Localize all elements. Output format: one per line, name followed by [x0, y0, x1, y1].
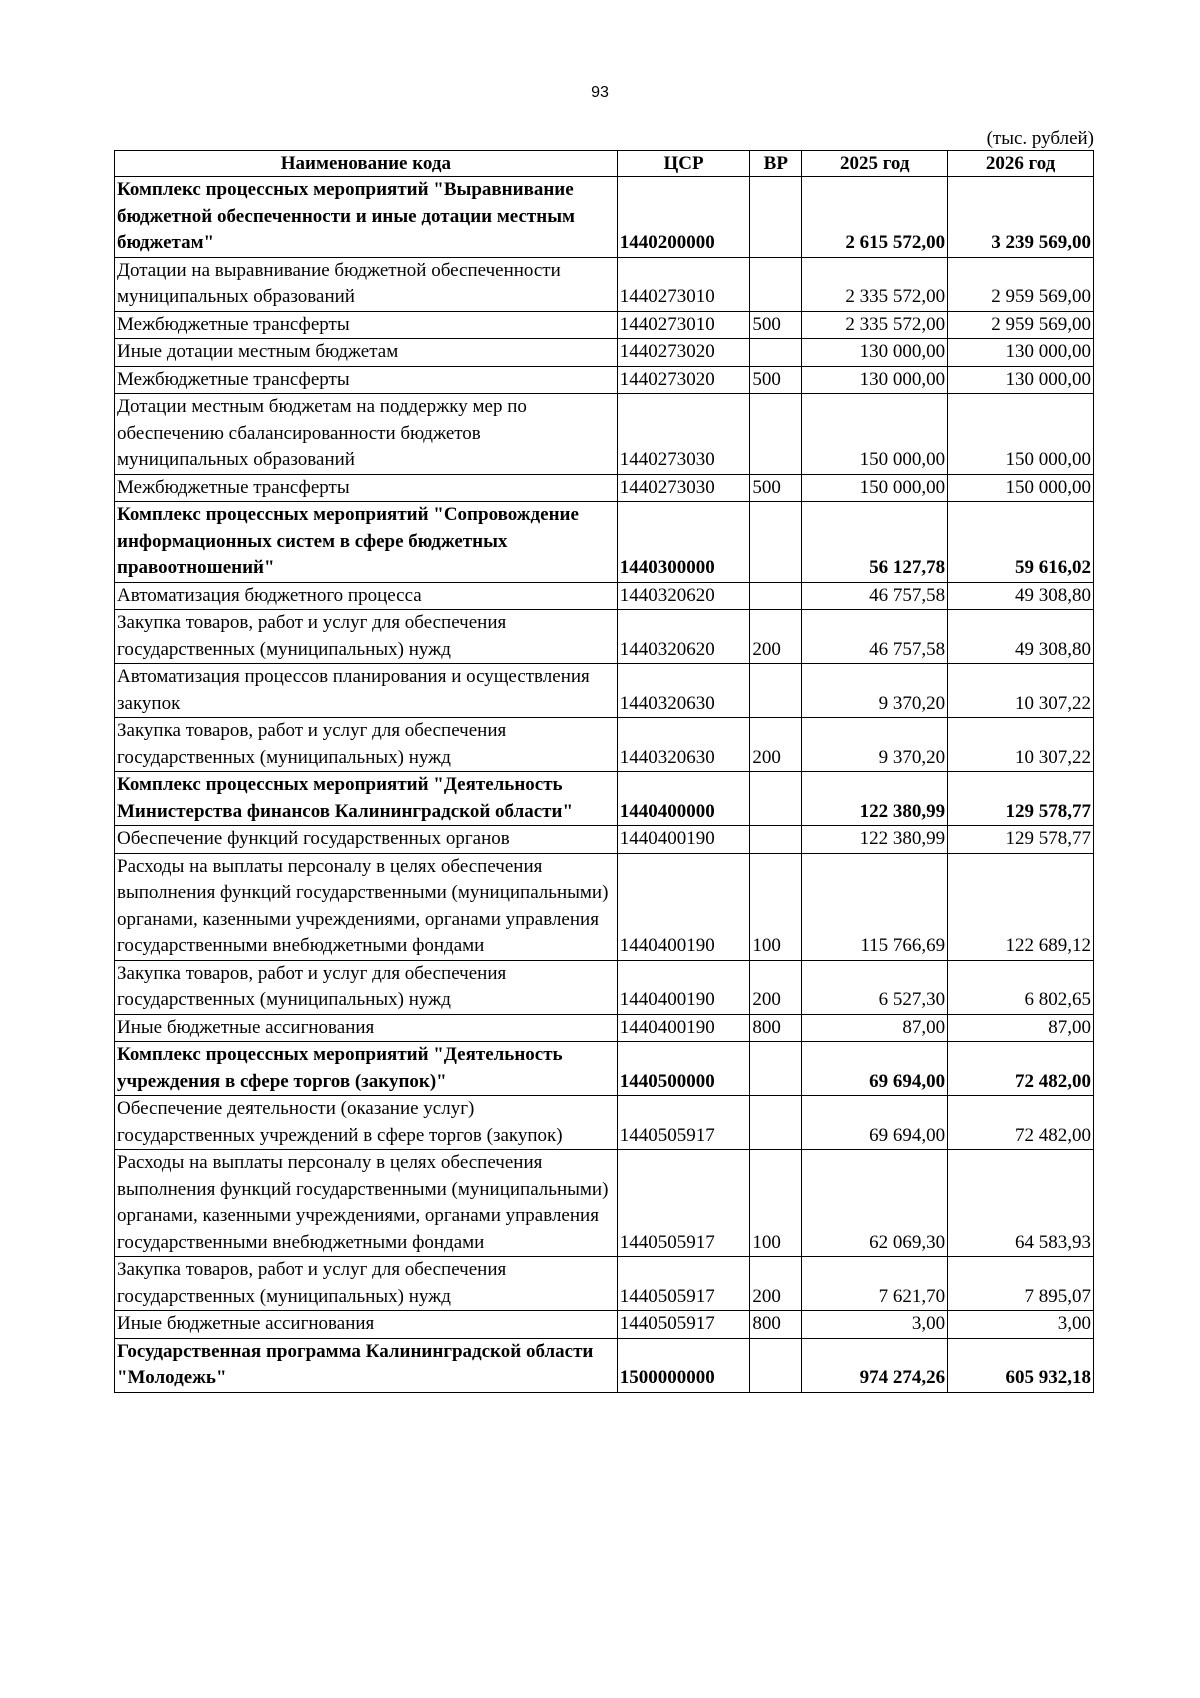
cell-2025: 2 615 572,00	[802, 177, 948, 258]
cell-2025: 974 274,26	[802, 1338, 948, 1392]
cell-2026: 10 307,22	[948, 718, 1094, 772]
header-csr: ЦСР	[617, 151, 750, 177]
table-row	[115, 664, 1094, 718]
table-row	[115, 1311, 1094, 1339]
cell-name: Закупка товаров, работ и услуг для обеспечения государственных (муниципальных) нужд	[115, 718, 618, 772]
table-row	[115, 1257, 1094, 1311]
cell-vr	[750, 664, 802, 718]
table-row	[115, 257, 1094, 311]
cell-vr: 200	[750, 1257, 802, 1311]
cell-csr: 1440320620	[617, 582, 750, 610]
cell-csr: 1440505917	[617, 1150, 750, 1257]
cell-2026: 64 583,93	[948, 1150, 1094, 1257]
cell-vr	[750, 1338, 802, 1392]
cell-2025: 69 694,00	[802, 1096, 948, 1150]
cell-csr: 1440273030	[617, 394, 750, 475]
cell-2025: 6 527,30	[802, 960, 948, 1014]
table-body	[115, 177, 1094, 1393]
cell-name: Межбюджетные трансферты	[115, 366, 618, 394]
cell-vr	[750, 257, 802, 311]
table-row	[115, 582, 1094, 610]
cell-csr: 1440500000	[617, 1042, 750, 1096]
cell-2025: 56 127,78	[802, 502, 948, 583]
cell-2026: 129 578,77	[948, 826, 1094, 854]
header-2025: 2025 год	[802, 151, 948, 177]
cell-vr: 500	[750, 366, 802, 394]
cell-vr: 800	[750, 1014, 802, 1042]
header-2026: 2026 год	[948, 151, 1094, 177]
cell-name: Межбюджетные трансферты	[115, 311, 618, 339]
cell-2026: 49 308,80	[948, 610, 1094, 664]
cell-name: Иные бюджетные ассигнования	[115, 1014, 618, 1042]
cell-name: Обеспечение деятельности (оказание услуг) государственных учреждений в сфере торгов (закупок)	[115, 1096, 618, 1150]
table-header-row	[115, 151, 1094, 177]
header-vr: ВР	[750, 151, 802, 177]
cell-name: Расходы на выплаты персоналу в целях обеспечения выполнения функций государственными (муниципальными) органами, казенными учреждениями, органами управления государственными внебюджетными фондами	[115, 853, 618, 960]
cell-2025: 2 335 572,00	[802, 257, 948, 311]
cell-name: Расходы на выплаты персоналу в целях обеспечения выполнения функций государственными (муниципальными) органами, казенными учреждениями, органами управления государственными внебюджетными фондами	[115, 1150, 618, 1257]
cell-name: Дотации на выравнивание бюджетной обеспеченности муниципальных образований	[115, 257, 618, 311]
cell-vr: 500	[750, 311, 802, 339]
cell-csr: 1440273030	[617, 474, 750, 502]
cell-2026: 129 578,77	[948, 772, 1094, 826]
cell-vr: 800	[750, 1311, 802, 1339]
cell-csr: 1440273010	[617, 257, 750, 311]
cell-2025: 46 757,58	[802, 582, 948, 610]
cell-name: Дотации местным бюджетам на поддержку мер по обеспечению сбалансированности бюджетов муниципальных образований	[115, 394, 618, 475]
table-row	[115, 339, 1094, 367]
cell-name: Закупка товаров, работ и услуг для обеспечения государственных (муниципальных) нужд	[115, 1257, 618, 1311]
cell-name: Обеспечение функций государственных органов	[115, 826, 618, 854]
cell-vr: 200	[750, 718, 802, 772]
cell-2025: 115 766,69	[802, 853, 948, 960]
cell-vr	[750, 177, 802, 258]
cell-name: Иные дотации местным бюджетам	[115, 339, 618, 367]
cell-name: Автоматизация бюджетного процесса	[115, 582, 618, 610]
cell-2025: 69 694,00	[802, 1042, 948, 1096]
cell-2026: 6 802,65	[948, 960, 1094, 1014]
cell-2026: 87,00	[948, 1014, 1094, 1042]
cell-csr: 1440400190	[617, 960, 750, 1014]
cell-2025: 122 380,99	[802, 772, 948, 826]
cell-2025: 122 380,99	[802, 826, 948, 854]
cell-2026: 130 000,00	[948, 366, 1094, 394]
table-row	[115, 394, 1094, 475]
cell-name: Комплекс процессных мероприятий "Выравнивание бюджетной обеспеченности и иные дотации местным бюджетам"	[115, 177, 618, 258]
cell-csr: 1440400190	[617, 1014, 750, 1042]
cell-2025: 62 069,30	[802, 1150, 948, 1257]
cell-vr	[750, 826, 802, 854]
cell-csr: 1440505917	[617, 1311, 750, 1339]
cell-2025: 9 370,20	[802, 664, 948, 718]
table-row	[115, 960, 1094, 1014]
cell-vr	[750, 772, 802, 826]
cell-name: Закупка товаров, работ и услуг для обеспечения государственных (муниципальных) нужд	[115, 960, 618, 1014]
cell-2026: 10 307,22	[948, 664, 1094, 718]
cell-2026: 150 000,00	[948, 474, 1094, 502]
cell-csr: 1440400190	[617, 853, 750, 960]
table-row	[115, 1150, 1094, 1257]
cell-2026: 2 959 569,00	[948, 257, 1094, 311]
table-row	[115, 853, 1094, 960]
header-name: Наименование кода	[115, 151, 618, 177]
cell-vr	[750, 502, 802, 583]
cell-csr: 1440400190	[617, 826, 750, 854]
cell-name: Комплекс процессных мероприятий "Деятельность учреждения в сфере торгов (закупок)"	[115, 1042, 618, 1096]
cell-2025: 46 757,58	[802, 610, 948, 664]
table-row	[115, 502, 1094, 583]
cell-name: Комплекс процессных мероприятий "Деятельность Министерства финансов Калининградской области"	[115, 772, 618, 826]
cell-name: Автоматизация процессов планирования и осуществления закупок	[115, 664, 618, 718]
cell-2026: 150 000,00	[948, 394, 1094, 475]
cell-csr: 1500000000	[617, 1338, 750, 1392]
table-row	[115, 474, 1094, 502]
table-row	[115, 610, 1094, 664]
cell-csr: 1440273020	[617, 366, 750, 394]
cell-csr: 1440273020	[617, 339, 750, 367]
cell-2026: 7 895,07	[948, 1257, 1094, 1311]
cell-vr	[750, 339, 802, 367]
cell-2025: 150 000,00	[802, 474, 948, 502]
table-row	[115, 366, 1094, 394]
cell-2025: 150 000,00	[802, 394, 948, 475]
cell-vr: 100	[750, 853, 802, 960]
cell-name: Закупка товаров, работ и услуг для обеспечения государственных (муниципальных) нужд	[115, 610, 618, 664]
cell-csr: 1440300000	[617, 502, 750, 583]
cell-csr: 1440320620	[617, 610, 750, 664]
cell-vr	[750, 1096, 802, 1150]
cell-2026: 2 959 569,00	[948, 311, 1094, 339]
table-row	[115, 772, 1094, 826]
cell-vr	[750, 1042, 802, 1096]
table-row	[115, 1042, 1094, 1096]
cell-name: Иные бюджетные ассигнования	[115, 1311, 618, 1339]
cell-2026: 130 000,00	[948, 339, 1094, 367]
cell-vr: 200	[750, 960, 802, 1014]
cell-csr: 1440505917	[617, 1257, 750, 1311]
cell-vr: 200	[750, 610, 802, 664]
cell-2025: 9 370,20	[802, 718, 948, 772]
cell-2025: 130 000,00	[802, 339, 948, 367]
cell-vr: 500	[750, 474, 802, 502]
cell-csr: 1440400000	[617, 772, 750, 826]
cell-name: Государственная программа Калининградской области "Молодежь"	[115, 1338, 618, 1392]
cell-2026: 122 689,12	[948, 853, 1094, 960]
cell-csr: 1440320630	[617, 718, 750, 772]
cell-2025: 87,00	[802, 1014, 948, 1042]
cell-2026: 3 239 569,00	[948, 177, 1094, 258]
cell-2026: 3,00	[948, 1311, 1094, 1339]
cell-2025: 130 000,00	[802, 366, 948, 394]
cell-2026: 72 482,00	[948, 1096, 1094, 1150]
table-row	[115, 718, 1094, 772]
cell-2026: 59 616,02	[948, 502, 1094, 583]
units-label: (тыс. рублей)	[986, 128, 1094, 149]
cell-name: Межбюджетные трансферты	[115, 474, 618, 502]
page-number: 93	[591, 84, 609, 101]
cell-vr	[750, 394, 802, 475]
table-row	[115, 1338, 1094, 1392]
cell-vr: 100	[750, 1150, 802, 1257]
budget-table	[114, 150, 1094, 1393]
cell-csr: 1440320630	[617, 664, 750, 718]
cell-csr: 1440505917	[617, 1096, 750, 1150]
cell-2025: 2 335 572,00	[802, 311, 948, 339]
cell-2026: 605 932,18	[948, 1338, 1094, 1392]
cell-vr	[750, 582, 802, 610]
cell-2026: 72 482,00	[948, 1042, 1094, 1096]
table-row	[115, 826, 1094, 854]
cell-2026: 49 308,80	[948, 582, 1094, 610]
cell-csr: 1440200000	[617, 177, 750, 258]
cell-name: Комплекс процессных мероприятий "Сопровождение информационных систем в сфере бюджетных правоотношений"	[115, 502, 618, 583]
table-row	[115, 311, 1094, 339]
table-row	[115, 1014, 1094, 1042]
cell-2025: 7 621,70	[802, 1257, 948, 1311]
cell-2025: 3,00	[802, 1311, 948, 1339]
table-row	[115, 177, 1094, 258]
table-row	[115, 1096, 1094, 1150]
cell-csr: 1440273010	[617, 311, 750, 339]
